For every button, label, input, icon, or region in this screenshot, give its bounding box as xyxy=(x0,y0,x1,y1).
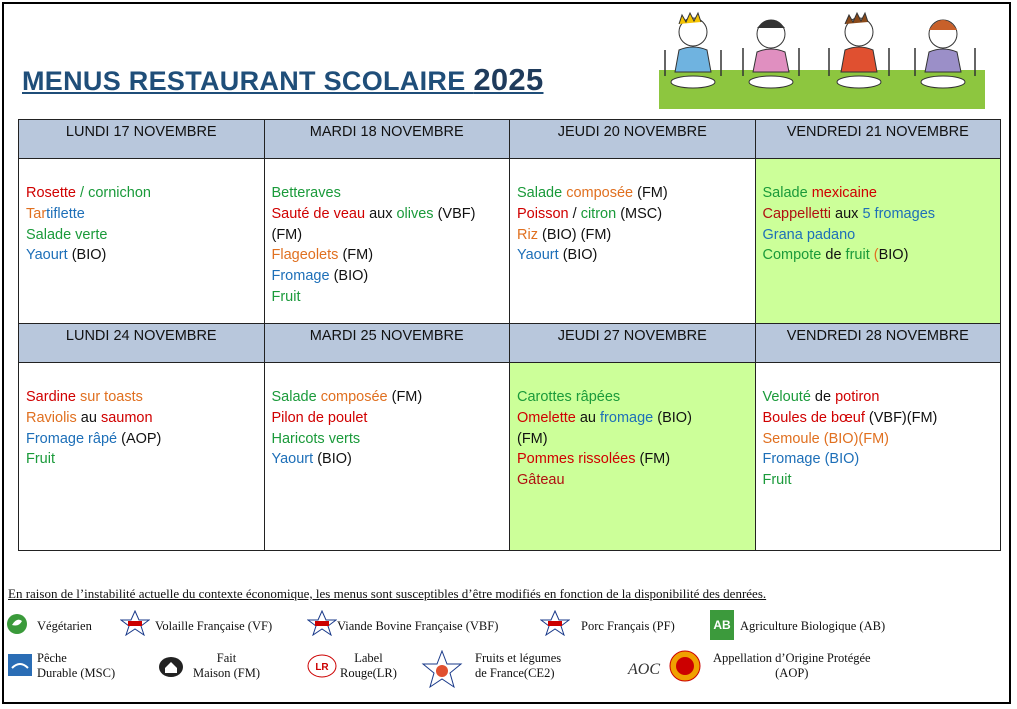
menu-item-text: au xyxy=(579,409,601,426)
menu-item xyxy=(763,204,1001,225)
menu-item-text: sur toasts xyxy=(80,389,143,405)
title-year: 2025 xyxy=(473,62,544,97)
menu-item-text: Rosette xyxy=(26,185,76,201)
menu-item xyxy=(517,429,755,450)
title-text: MENUS RESTAURANT SCOLAIRE xyxy=(22,66,466,96)
menu-item-text: composée xyxy=(566,185,638,201)
viande-bovine-francaise-icon xyxy=(307,610,337,636)
menu-item xyxy=(517,387,755,408)
menu-item-text: Haricots verts xyxy=(271,430,361,447)
page-title xyxy=(22,62,544,98)
legend-vegetarien: Végétarien xyxy=(37,619,92,633)
menu-item xyxy=(272,387,510,408)
menu-item xyxy=(272,245,510,266)
legend-ce2: Fruits et légumes de France(CE2) xyxy=(475,651,562,680)
day-header: MARDI 25 NOVEMBRE xyxy=(264,324,510,363)
menu-item xyxy=(26,408,264,429)
menu-item-text: Fromage xyxy=(271,268,334,285)
day-header-row xyxy=(19,120,1001,159)
menu-item-text: Fromage râpé xyxy=(26,430,122,447)
menu-item-text: Omelette xyxy=(517,409,580,426)
porc-francais-icon xyxy=(540,610,570,636)
day-menu xyxy=(755,363,1001,551)
menu-item xyxy=(763,387,1001,408)
menu-item-text: / cornichon xyxy=(75,185,151,201)
menu-item-text: Gâteau xyxy=(517,472,565,489)
menu-item-text: fruit xyxy=(845,247,874,264)
menu-item-text: Carottes râpées xyxy=(517,389,621,405)
svg-text:LR: LR xyxy=(315,662,329,673)
aop-icon xyxy=(626,650,706,684)
menu-item xyxy=(763,449,1001,470)
menu-item-text: Pommes rissolées xyxy=(517,451,640,468)
menu-item xyxy=(763,225,1001,246)
menu-item-text: Pilon de poulet xyxy=(271,409,368,426)
menu-item-text: Compote xyxy=(762,247,826,264)
menu-item xyxy=(272,408,510,429)
day-header: LUNDI 24 NOVEMBRE xyxy=(19,324,265,363)
menu-item-text: (BIO) xyxy=(317,451,352,468)
menu-item-text: Yaourt xyxy=(26,247,72,264)
day-header: JEUDI 20 NOVEMBRE xyxy=(510,120,756,159)
menu-item-text: au xyxy=(80,409,101,426)
menu-item-text: Grana padano xyxy=(762,226,856,243)
menu-item-text: mexicaine xyxy=(811,185,877,201)
menu-item-text: Velouté xyxy=(762,389,815,405)
vegetarian-icon xyxy=(6,613,28,635)
volaille-francaise-icon xyxy=(120,610,150,636)
svg-text:AOC: AOC xyxy=(628,661,660,678)
menu-item xyxy=(272,449,510,470)
child-4 xyxy=(921,20,965,88)
menu-item-text: olives xyxy=(396,205,438,222)
menu-item-text: Poisson xyxy=(517,205,573,222)
day-menu xyxy=(755,159,1001,324)
menu-item xyxy=(517,245,755,266)
menu-item-text: Sauté de veau xyxy=(271,205,370,222)
menu-item xyxy=(517,449,755,470)
day-menu xyxy=(264,363,510,551)
menu-item-text: (BIO) xyxy=(657,409,692,426)
menu-item xyxy=(26,387,264,408)
menu-item xyxy=(517,183,755,204)
menu-item-text: (FM) xyxy=(391,389,423,405)
menu-item-text: (FM) xyxy=(271,226,303,243)
menu-item-text: Fruit xyxy=(271,288,301,305)
menu-item-text: Salade verte xyxy=(26,226,108,243)
menu-item xyxy=(26,429,264,450)
menu-item-text: Fruit xyxy=(762,472,792,489)
day-menu xyxy=(264,159,510,324)
menu-item-text: (MSC) xyxy=(620,205,663,222)
menu-item xyxy=(26,225,264,246)
menu-row xyxy=(19,363,1001,551)
menu-item-text: aux xyxy=(835,205,863,222)
menu-item xyxy=(763,429,1001,450)
menu-item-text: Fromage xyxy=(762,451,825,468)
menu-item xyxy=(26,449,264,470)
menu-item xyxy=(517,204,755,225)
menu-item-text: Riz xyxy=(517,226,542,243)
menu-item xyxy=(763,408,1001,429)
menu-item-text: saumon xyxy=(100,409,153,426)
menu-row xyxy=(19,159,1001,324)
menu-item-text: aux xyxy=(369,205,397,222)
legend-pf: Porc Français (PF) xyxy=(581,619,675,633)
menu-item-text: (BIO) xyxy=(562,247,598,264)
menu-item-text: Salade xyxy=(762,185,812,201)
day-header: JEUDI 27 NOVEMBRE xyxy=(510,324,756,363)
menu-item-text: (FM) xyxy=(342,247,374,264)
menu-item-text: Salade xyxy=(517,185,567,201)
menu-item-text: (BIO) xyxy=(824,451,860,468)
menu-table xyxy=(18,119,1001,551)
day-menu xyxy=(510,363,756,551)
menu-item-text: de xyxy=(814,389,836,405)
children-illustration xyxy=(659,10,985,109)
menu-item xyxy=(272,287,510,308)
menu-item xyxy=(517,470,755,491)
fruits-legumes-france-icon xyxy=(421,650,463,690)
menu-item-text: citron xyxy=(580,205,621,222)
menu-item-text: BIO) xyxy=(878,247,909,264)
menu-item-text: (AOP) xyxy=(121,430,162,447)
agriculture-biologique-icon xyxy=(710,610,734,640)
menu-item-text: Yaourt xyxy=(517,247,563,264)
menu-item-text: Flageolets xyxy=(271,247,343,264)
menu-item xyxy=(272,225,510,246)
menu-item-text: Salade xyxy=(271,389,321,405)
menu-item-text: Cappelletti xyxy=(762,205,836,222)
svg-text:AB: AB xyxy=(713,618,731,632)
day-header: MARDI 18 NOVEMBRE xyxy=(264,120,510,159)
child-2 xyxy=(749,20,793,88)
menu-item-text: (BIO) xyxy=(71,247,107,264)
legend-msc: Pêche Durable (MSC) xyxy=(37,651,116,680)
menu-item-text: Tar xyxy=(26,205,47,222)
fait-maison-icon xyxy=(158,656,184,678)
menu-item-text: (VBF)(FM) xyxy=(868,409,938,426)
legend-vbf: Viande Bovine Française (VBF) xyxy=(337,619,499,633)
menu-item-text: Sardine xyxy=(26,389,81,405)
day-header: VENDREDI 28 NOVEMBRE xyxy=(755,324,1001,363)
notice-text: En raison de l’instabilité actuelle du contexte économique, les menus sont susceptibles d’être modifiés en fonction de la disponibilité des denrées. xyxy=(8,586,767,601)
menu-item-text: (BIO) xyxy=(333,268,369,285)
menu-item-text: Semoule xyxy=(762,430,824,447)
legend-fm: Fait Maison (FM) xyxy=(193,651,261,680)
menu-item xyxy=(272,266,510,287)
menu-item-text: (FM) xyxy=(639,451,671,468)
menu-item xyxy=(272,183,510,204)
menu-item xyxy=(517,225,755,246)
menu-item-text: fromage xyxy=(600,409,658,426)
legend-vf: Volaille Française (VF) xyxy=(155,619,273,633)
day-header-row xyxy=(19,324,1001,363)
menu-item-text: Raviolis xyxy=(26,409,81,426)
label-rouge-icon xyxy=(307,654,337,678)
legend-ab: Agriculture Biologique (AB) xyxy=(740,619,886,633)
msc-icon xyxy=(8,654,32,676)
menu-item xyxy=(272,429,510,450)
menu-item-text: Yaourt xyxy=(271,451,318,468)
menu-item xyxy=(763,245,1001,266)
menu-item xyxy=(517,408,755,429)
menu-item xyxy=(26,204,264,225)
menu-item xyxy=(26,245,264,266)
day-header: VENDREDI 21 NOVEMBRE xyxy=(755,120,1001,159)
menu-item-text: Boules de bœuf xyxy=(762,409,869,426)
day-menu xyxy=(19,159,265,324)
menu-item-text: composée xyxy=(320,389,392,405)
menu-item-text: tiflette xyxy=(46,205,85,222)
menu-item-text: potiron xyxy=(835,389,880,405)
menu-item-text: (FM) xyxy=(517,430,548,447)
legend-lr: Label Rouge(LR) xyxy=(340,651,397,680)
menu-item-text: (BIO) (FM) xyxy=(541,226,612,243)
day-header: LUNDI 17 NOVEMBRE xyxy=(19,120,265,159)
day-menu xyxy=(510,159,756,324)
menu-item-text: 5 fromages xyxy=(862,205,936,222)
menu-item-text: ( xyxy=(873,247,879,264)
legend-aop: Appellation d’Origine Protégée (AOP) xyxy=(713,651,871,680)
menu-item-text: Fruit xyxy=(26,451,55,468)
menu-item-text: de xyxy=(825,247,846,264)
menu-item xyxy=(763,183,1001,204)
menu-item xyxy=(763,470,1001,491)
menu-item xyxy=(26,183,264,204)
menu-item xyxy=(272,204,510,225)
menu-item-text: (BIO)(FM) xyxy=(823,430,889,447)
day-menu xyxy=(19,363,265,551)
menu-item-text: Betteraves xyxy=(271,185,341,201)
menu-item-text: (VBF) xyxy=(437,205,476,222)
menu-item-text: / xyxy=(572,205,581,222)
menu-item-text: (FM) xyxy=(637,185,668,201)
